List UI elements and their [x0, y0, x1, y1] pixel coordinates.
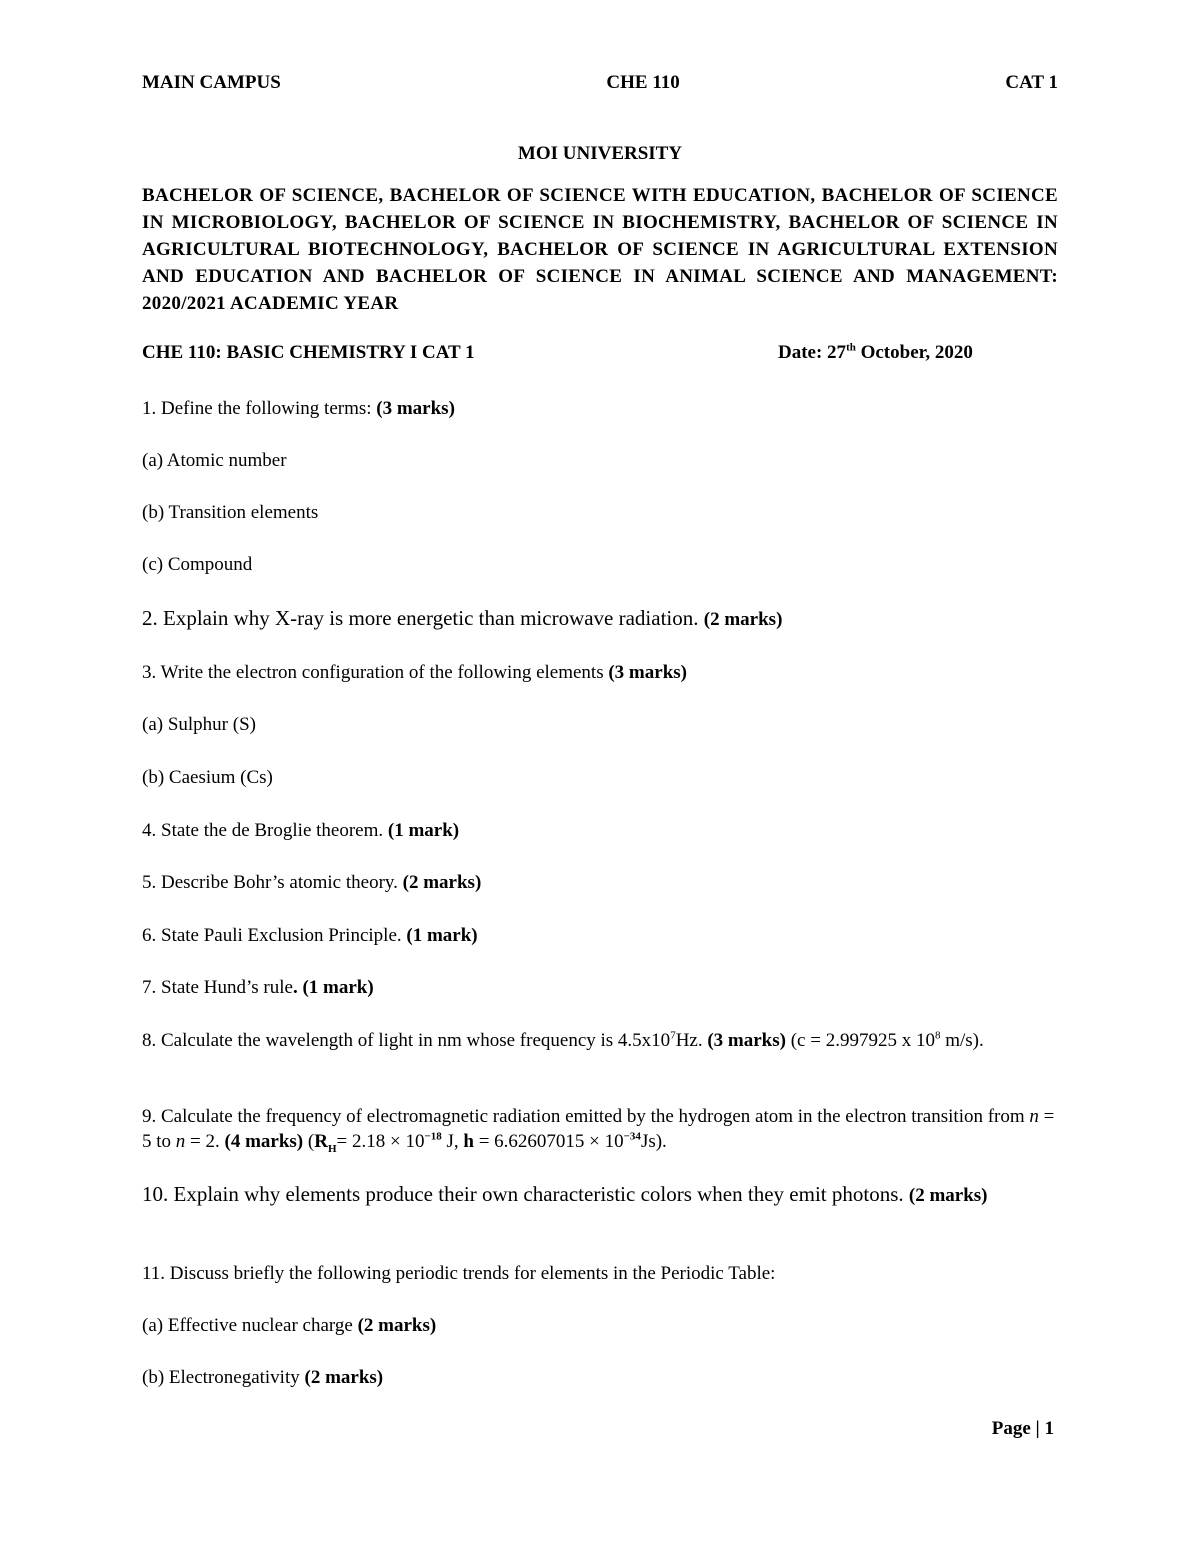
question-3a: (a) Sulphur (S)	[142, 714, 256, 735]
q9-text-1: 9. Calculate the frequency of electromagnetic radiation emitted by the hydrogen atom in the electron transition from	[142, 1106, 1030, 1127]
page-header	[142, 72, 1058, 94]
question-5	[142, 870, 1058, 895]
q9-text-2: = 5 to	[142, 1106, 1055, 1152]
exam-date	[778, 342, 973, 364]
q8-text-1: 8. Calculate the wavelength of light in nm whose frequency is 4.5x10	[142, 1030, 671, 1051]
question-marks: (2 marks)	[402, 872, 482, 893]
question-marks: (3 marks)	[608, 662, 687, 683]
question-text: 3. Write the electron configuration of the following elements	[142, 662, 609, 683]
page-number-value: 1	[1044, 1418, 1054, 1439]
question-text: 6. State Pauli Exclusion Principle.	[142, 925, 407, 946]
q8-text-4: m/s).	[940, 1030, 984, 1051]
date-prefix: Date: 27	[778, 342, 847, 363]
question-marks: (2 marks)	[908, 1185, 988, 1206]
page-label: Page |	[991, 1418, 1045, 1439]
question-marks: (3 marks)	[707, 1030, 786, 1051]
question-4	[142, 818, 1058, 843]
question-text: 10. Explain why elements produce their own characteristic colors when they emit photons.	[142, 1182, 909, 1206]
date-suffix: October, 2020	[855, 342, 973, 363]
question-text: 4. State the de Broglie theorem.	[142, 820, 388, 841]
question-marks: (1 mark)	[387, 820, 460, 841]
q9-text-5: = 2.18 × 10	[336, 1131, 425, 1152]
header-campus: MAIN CAMPUS	[142, 72, 281, 93]
question-marks: (3 marks)	[376, 398, 455, 419]
question-3b: (b) Caesium (Cs)	[142, 767, 273, 788]
course-line	[142, 342, 1058, 364]
question-marks: (2 marks)	[357, 1315, 437, 1336]
question-1a: (a) Atomic number	[142, 450, 287, 471]
question-11a	[142, 1313, 1058, 1338]
question-9	[142, 1104, 1058, 1154]
question-text: 11. Discuss briefly the following periodic trends for elements in the Periodic Table:	[142, 1263, 776, 1284]
q9-text-6: J,	[441, 1131, 464, 1152]
question-marks: (2 marks)	[703, 609, 783, 630]
q8-text-2: Hz.	[675, 1030, 708, 1051]
q9-text-8: Js).	[640, 1131, 667, 1152]
question-11	[142, 1261, 1058, 1286]
question-text: 2. Explain why X-ray is more energetic than microwave radiation.	[142, 606, 704, 630]
q9-text-3: = 2.	[185, 1131, 225, 1152]
question-3	[142, 660, 1058, 685]
question-text: (b) Electronegativity	[142, 1367, 305, 1388]
programmes-heading: BACHELOR OF SCIENCE, BACHELOR OF SCIENCE WITH EDUCATION, BACHELOR OF SCIENCE IN MICROBIOLOGY, BACHELOR OF SCIENCE IN BIOCHEMISTRY, BACHELOR OF SCIENCE IN AGRICULTURAL BIOTECHNOLOGY, BACHELOR OF SCIENCE IN AGRICULTURAL EXTENSION AND EDUCATION AND BACHELOR OF SCIENCE IN ANIMAL SCIENCE AND MANAGEMENT: 2020/2021 ACADEMIC YEAR	[142, 185, 1058, 314]
q9-exponent-2: −34	[623, 1130, 641, 1143]
date-sup: th	[846, 341, 856, 354]
question-6	[142, 923, 1058, 948]
q8-exponent-1: 7	[670, 1029, 676, 1042]
q9-exponent-1: −18	[424, 1130, 442, 1143]
question-marks: (4 marks)	[224, 1131, 304, 1152]
q8-exponent-2: 8	[934, 1029, 941, 1042]
question-text: (a) Effective nuclear charge	[142, 1315, 358, 1336]
question-text: 7. State Hund’s rule	[142, 977, 293, 998]
question-text: 5. Describe Bohr’s atomic theory.	[142, 872, 403, 893]
course-title: CHE 110: BASIC CHEMISTRY I CAT 1	[142, 342, 475, 363]
question-text: 1. Define the following terms:	[142, 398, 377, 419]
question-10	[142, 1182, 1058, 1208]
question-marks: (2 marks)	[304, 1367, 384, 1388]
university-name: MOI UNIVERSITY	[517, 143, 683, 164]
question-marks: . (1 mark)	[292, 977, 374, 998]
question-marks: (1 mark)	[406, 925, 478, 946]
header-assessment: CAT 1	[1005, 72, 1058, 93]
q9-rydberg-subscript: H	[327, 1142, 337, 1155]
q9-n-symbol-1: n	[1029, 1106, 1039, 1127]
question-1c: (c) Compound	[142, 554, 253, 575]
question-2	[142, 606, 1058, 632]
question-7	[142, 975, 1058, 1000]
q9-planck-symbol: h	[463, 1131, 474, 1152]
header-course-code: CHE 110	[606, 72, 680, 93]
q9-text-4: (	[303, 1131, 315, 1152]
q9-rydberg-symbol: R	[314, 1131, 328, 1152]
question-11b	[142, 1365, 1058, 1390]
question-1b: (b) Transition elements	[142, 502, 319, 523]
question-8	[142, 1028, 1058, 1053]
q8-text-3: (c = 2.997925 x 10	[785, 1030, 935, 1051]
question-1	[142, 396, 1058, 421]
q9-text-7: = 6.62607015 × 10	[473, 1131, 624, 1152]
page-number	[992, 1418, 1054, 1440]
q9-n-symbol-2: n	[175, 1131, 186, 1152]
